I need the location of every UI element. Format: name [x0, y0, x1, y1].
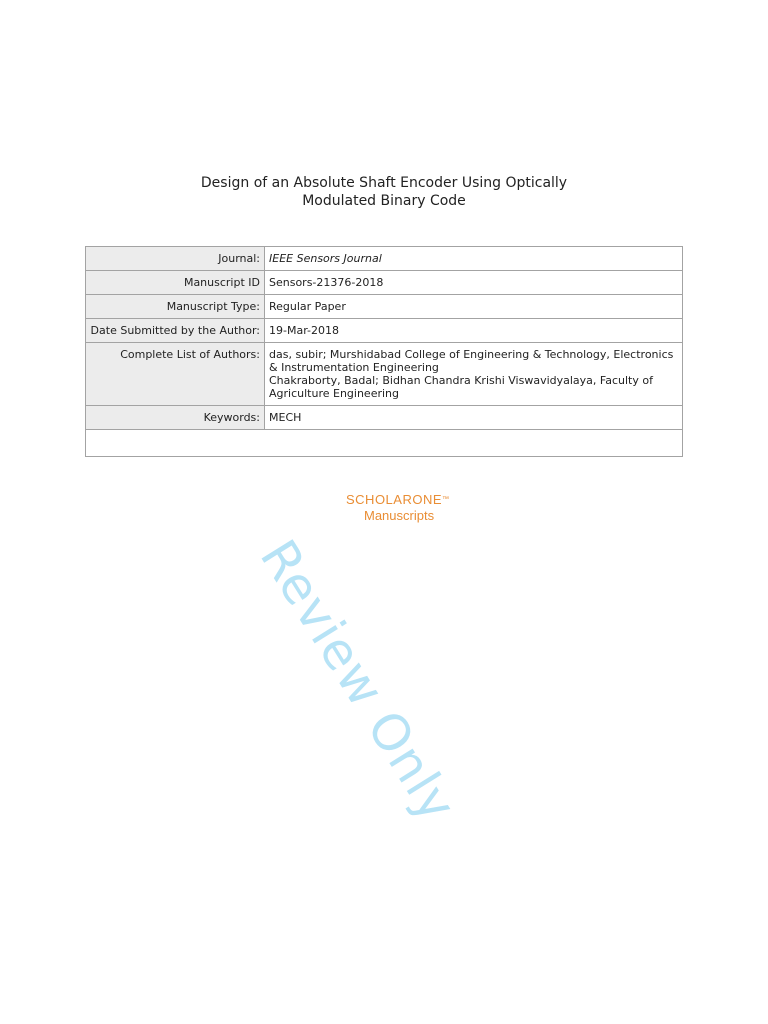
metadata-row-empty — [86, 430, 683, 457]
journal-label: Journal: — [86, 247, 265, 271]
watermark-text: Review Only — [248, 530, 468, 832]
paper-title-line-1: Design of an Absolute Shaft Encoder Using Optically — [200, 175, 568, 191]
date-submitted-label: Date Submitted by the Author: — [86, 319, 265, 343]
manuscript-type-value: Regular Paper — [265, 295, 683, 319]
authors-value — [265, 343, 683, 406]
scholarone-logo — [346, 492, 450, 524]
logo-brand — [346, 492, 450, 508]
empty-cell — [86, 430, 683, 457]
author-entry: das, subir; Murshidabad College of Engineering & Technology, Electronics & Instrumentation Engineering — [269, 348, 674, 374]
paper-title — [0, 174, 768, 210]
journal-value: IEEE Sensors Journal — [265, 247, 683, 271]
paper-title-line-2: Modulated Binary Code — [302, 193, 466, 209]
manuscript-id-value: Sensors-21376-2018 — [265, 271, 683, 295]
logo-trademark: ™ — [442, 496, 450, 503]
metadata-row-manuscript-type — [86, 295, 683, 319]
keywords-value: MECH — [265, 406, 683, 430]
metadata-row-manuscript-id — [86, 271, 683, 295]
author-entry: Chakraborty, Badal; Bidhan Chandra Krishi Viswavidyalaya, Faculty of Agriculture Engineering — [269, 374, 653, 400]
logo-subtitle: Manuscripts — [364, 508, 435, 523]
metadata-row-journal — [86, 247, 683, 271]
logo-brand-scholar: SCHOLAR — [346, 492, 413, 507]
logo-brand-one: ONE — [412, 492, 443, 507]
metadata-row-keywords — [86, 406, 683, 430]
manuscript-id-label: Manuscript ID — [86, 271, 265, 295]
manuscript-type-label: Manuscript Type: — [86, 295, 265, 319]
authors-label: Complete List of Authors: — [86, 343, 265, 406]
date-submitted-value: 19-Mar-2018 — [265, 319, 683, 343]
keywords-label: Keywords: — [86, 406, 265, 430]
manuscript-metadata-table — [85, 246, 683, 457]
metadata-row-date-submitted — [86, 319, 683, 343]
metadata-row-authors — [86, 343, 683, 406]
